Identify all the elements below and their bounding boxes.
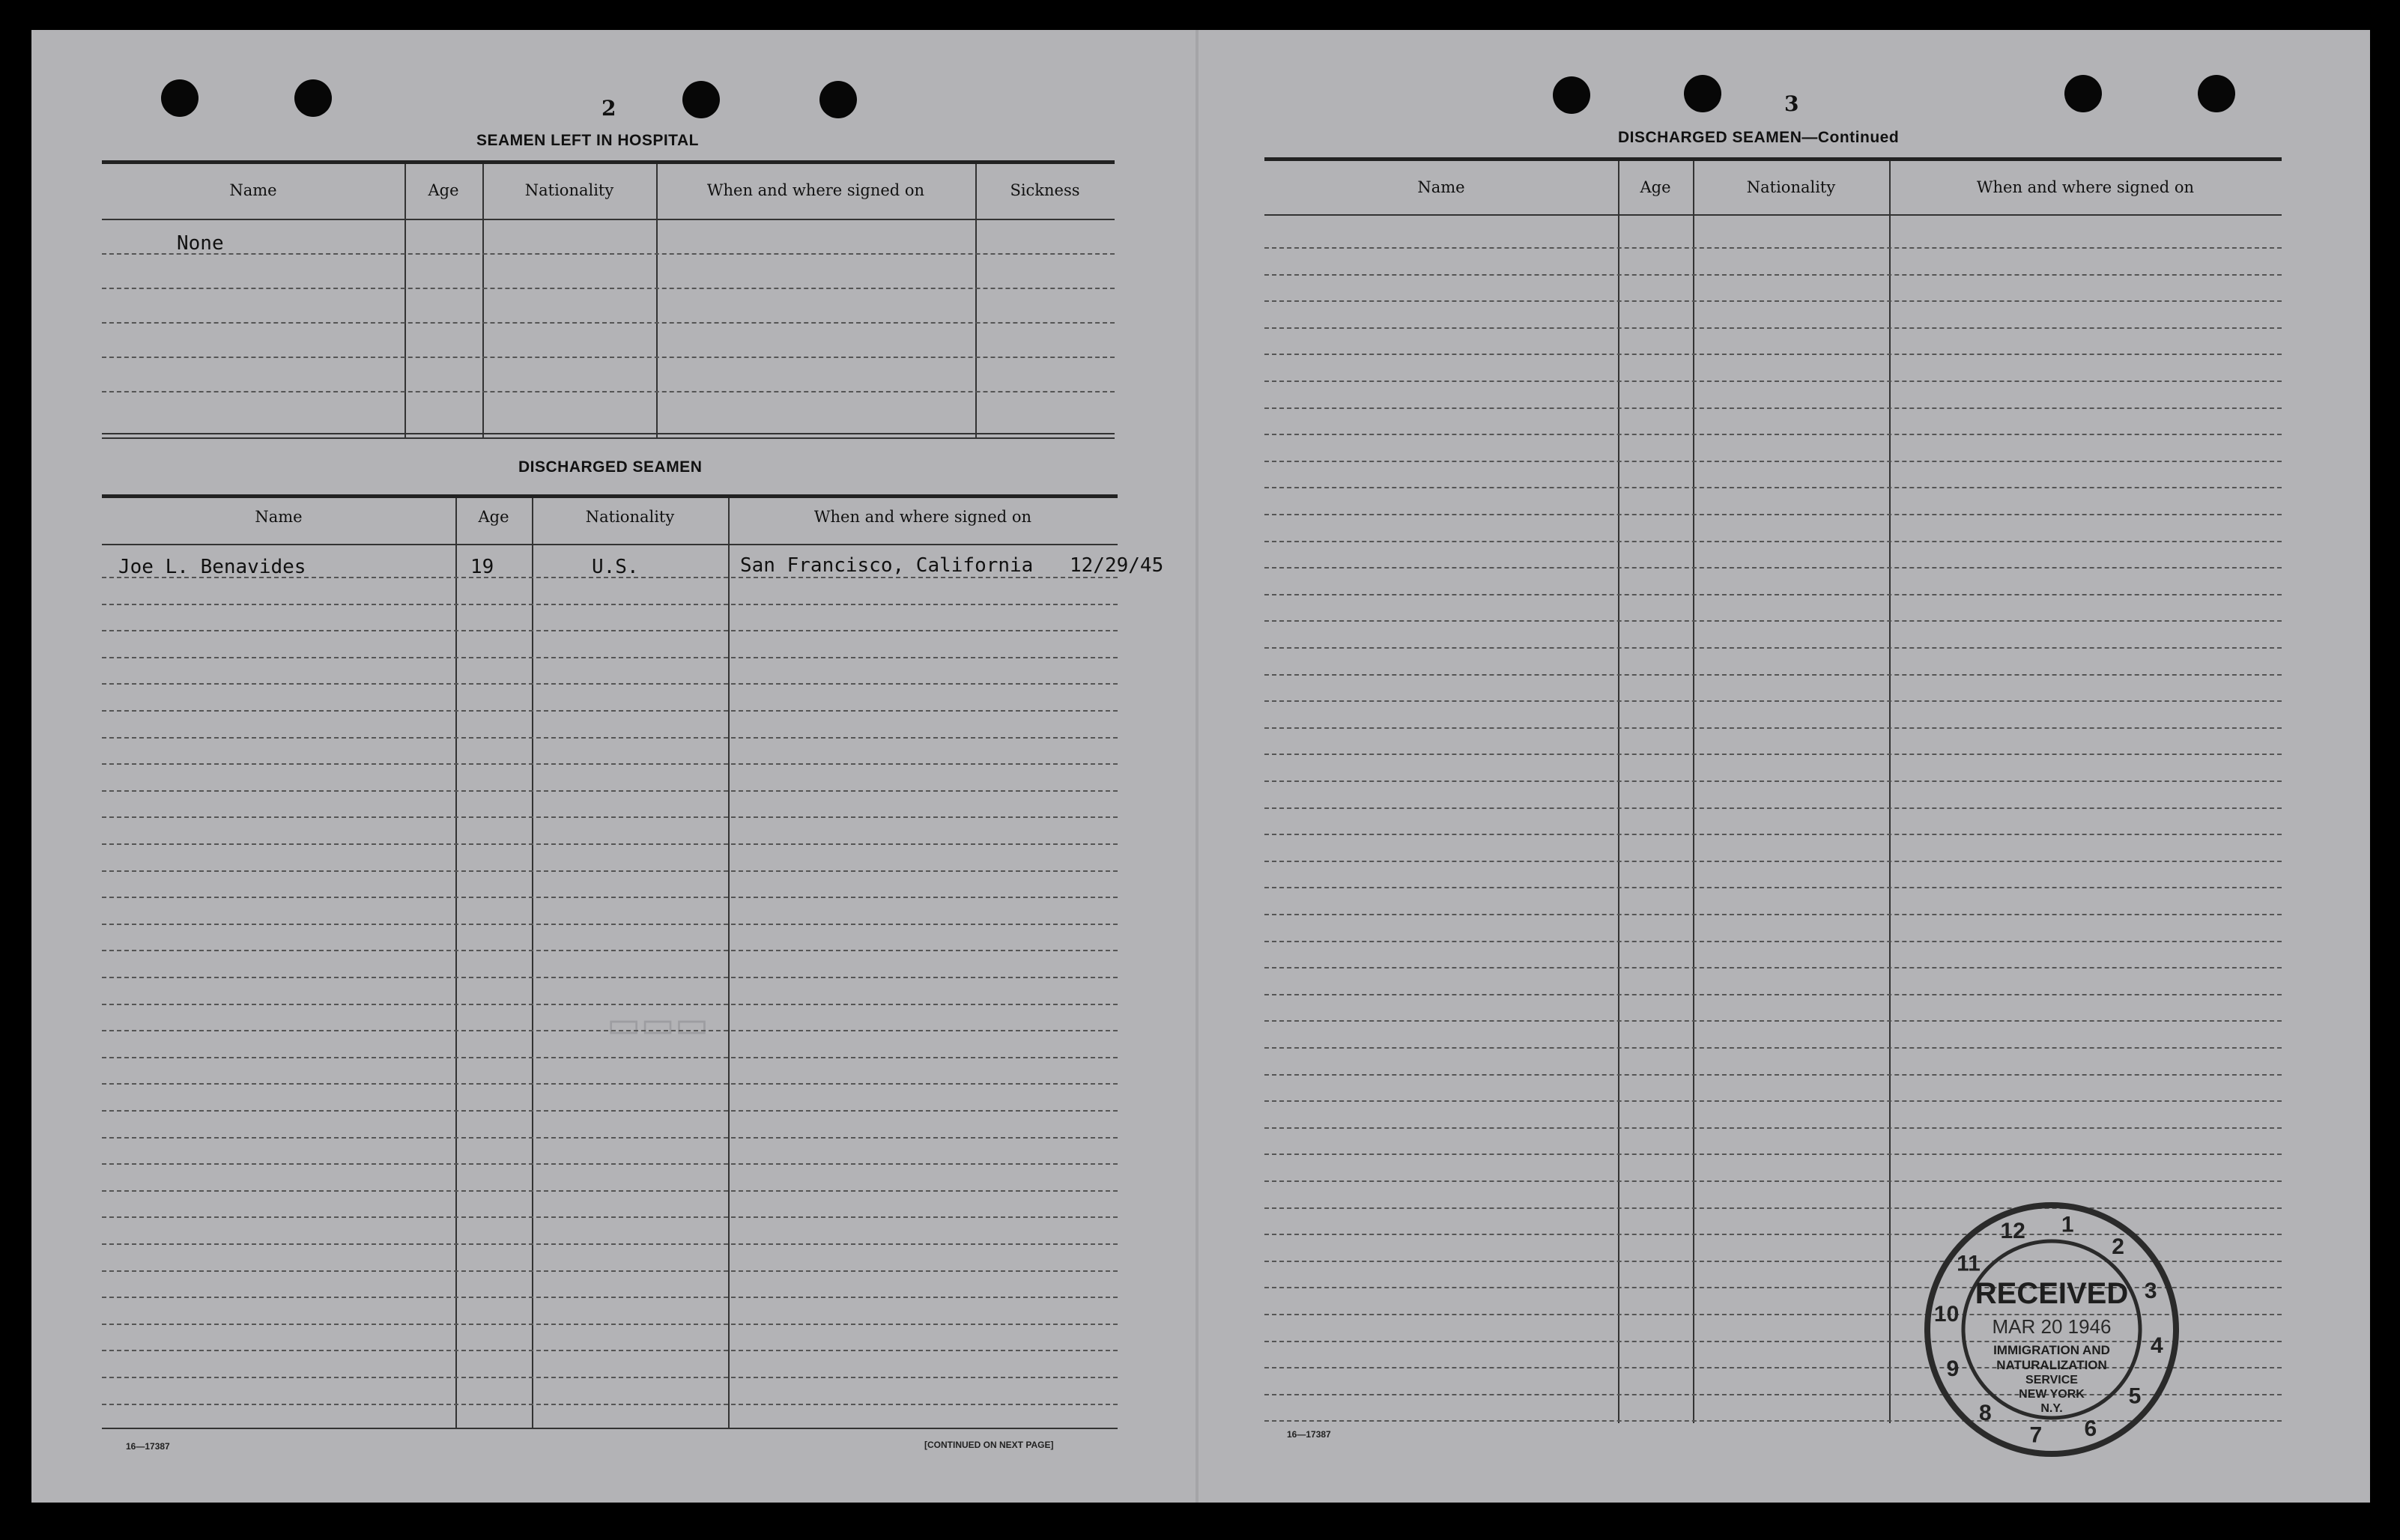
ruled-line [1264,274,2282,276]
ruled-line [1264,327,2282,329]
stamp-received-text: RECEIVED [1975,1277,2129,1310]
page-fold [1196,30,1199,1503]
ruled-line [102,1216,1118,1218]
ruled-line [1264,461,2282,462]
discharged-row-signed-on: San Francisco, California [740,554,1034,577]
ruled-line [102,1110,1118,1112]
punch-hole [819,81,857,118]
stamp-agency-line: IMMIGRATION AND [1993,1343,2110,1357]
stamp-agency-line: N.Y. [2040,1402,2063,1415]
ruled-line [102,1163,1118,1165]
punch-hole [2198,75,2235,112]
column-header: Age [478,508,509,526]
hospital-table-title: SEAMEN LEFT IN HOSPITAL [476,132,699,149]
punch-hole [161,79,199,117]
ruled-line [102,737,1118,739]
ruled-line [1264,727,2282,729]
discharged-row-nationality: U.S. [592,556,639,578]
hospital-table [102,160,1115,439]
ruled-line [102,1243,1118,1245]
stamp-agency-line: NEW YORK [2019,1388,2085,1401]
ruled-line [1264,247,2282,249]
ruled-line [102,1137,1118,1139]
ruled-line [102,630,1118,631]
ruled-line [102,1297,1118,1298]
ruled-line [1264,887,2282,888]
page-number: 3 [1784,91,1799,116]
ruled-line [102,1324,1118,1325]
column-header: When and where signed on [706,181,925,199]
ruled-line [1264,487,2282,488]
bleed-through-mark: ▭▭▭ [607,1005,709,1045]
ruled-line [102,1057,1118,1058]
ruled-line [1264,594,2282,595]
punch-hole [294,79,332,117]
discharged-table [102,494,1118,1431]
column-header: Name [229,181,277,199]
stamp-date: MAR 20 1946 [1992,1315,2112,1338]
ruled-line [1264,1127,2282,1129]
ruled-line [1264,1047,2282,1049]
continued-note: [CONTINUED ON NEXT PAGE] [924,1440,1054,1450]
ruled-line [1264,861,2282,862]
discharged-table-title: DISCHARGED SEAMEN [518,458,703,476]
ruled-line [1264,1074,2282,1076]
ruled-line [1264,541,2282,542]
stamp-ring-number: 12 [2000,1218,2025,1243]
discharged-row-date: 12/29/45 [1070,554,1164,577]
ruled-line [1264,647,2282,649]
received-stamp [1922,1200,2181,1459]
hospital-row-name: None [177,232,224,255]
ruled-line [102,977,1118,978]
column-header: Nationality [1746,178,1836,196]
discharged-row-age: 19 [470,556,494,578]
stamp-ring-number: 2 [2112,1234,2124,1259]
stamp-ring-number: 9 [1946,1356,1960,1381]
ruled-line [1264,300,2282,302]
ruled-line [102,1350,1118,1351]
discharged-continued-title: DISCHARGED SEAMEN—Continued [1618,129,1900,146]
ruled-line [1264,567,2282,569]
ruled-line [102,897,1118,898]
stamp-ring-number: 3 [2144,1279,2157,1304]
ruled-line [1264,780,2282,782]
stamp-agency-line: NATURALIZATION [1996,1358,2107,1372]
ruled-line [102,1270,1118,1272]
column-header: When and where signed on [1976,178,2195,196]
ruled-line [1264,1154,2282,1155]
ruled-line [102,1190,1118,1192]
ruled-line [1264,834,2282,835]
column-header: When and where signed on [813,508,1032,526]
stamp-ring-number: 7 [2029,1422,2043,1448]
ruled-line [1264,914,2282,915]
ruled-line [102,1030,1118,1031]
ruled-line [1264,1180,2282,1182]
column-header: Nationality [585,508,675,526]
ruled-line [102,1377,1118,1378]
ruled-line [102,1004,1118,1005]
stamp-ring-number: 6 [2084,1416,2097,1442]
ruled-line [102,924,1118,925]
ruled-line [1264,407,2282,409]
ruled-line [102,1404,1118,1405]
form-number: 16—17387 [1287,1429,1331,1440]
ruled-line [1264,514,2282,515]
ruled-line [1264,1100,2282,1102]
stamp-ring-number: 1 [2061,1212,2074,1237]
ruled-line [102,710,1118,712]
ruled-line [102,816,1118,818]
ruled-line [102,683,1118,685]
stamp-ring-number: 8 [1979,1401,1992,1425]
ruled-line [1264,674,2282,676]
form-number: 16—17387 [126,1441,170,1452]
ruled-line [102,870,1118,872]
ruled-line [1264,434,2282,435]
ruled-line [102,604,1118,605]
ruled-line [1264,754,2282,755]
column-header: Name [1417,178,1465,196]
ruled-line [102,763,1118,765]
punch-hole [682,81,720,118]
ruled-line [102,843,1118,845]
column-header: Name [255,508,303,526]
ruled-line [1264,381,2282,382]
ruled-line [1264,620,2282,622]
ruled-line [1264,807,2282,809]
stamp-ring-number: 4 [2151,1333,2163,1359]
ruled-line [102,1083,1118,1085]
ruled-line [1264,941,2282,942]
column-header: Age [428,181,459,199]
page-number: 2 [601,96,616,121]
discharged-row-name: Joe L. Benavides [118,556,306,578]
ruled-line [1264,967,2282,968]
ruled-line [102,657,1118,658]
column-header: Age [1640,178,1671,196]
stamp-ring-number: 11 [1957,1251,1981,1276]
stamp-agency-line: SERVICE [2025,1374,2078,1386]
ruled-line [1264,994,2282,995]
ruled-line [1264,1020,2282,1022]
column-header: Sickness [1010,181,1080,199]
ruled-line [1264,700,2282,702]
stamp-ring-number: 5 [2128,1383,2142,1409]
ruled-line [1264,354,2282,355]
stamp-ring-number: 10 [1933,1301,1960,1327]
punch-hole [1553,76,1590,114]
ruled-line [102,790,1118,792]
punch-hole [1684,75,1721,112]
ruled-line [102,950,1118,951]
column-header: Nationality [524,181,614,199]
punch-hole [2064,75,2102,112]
